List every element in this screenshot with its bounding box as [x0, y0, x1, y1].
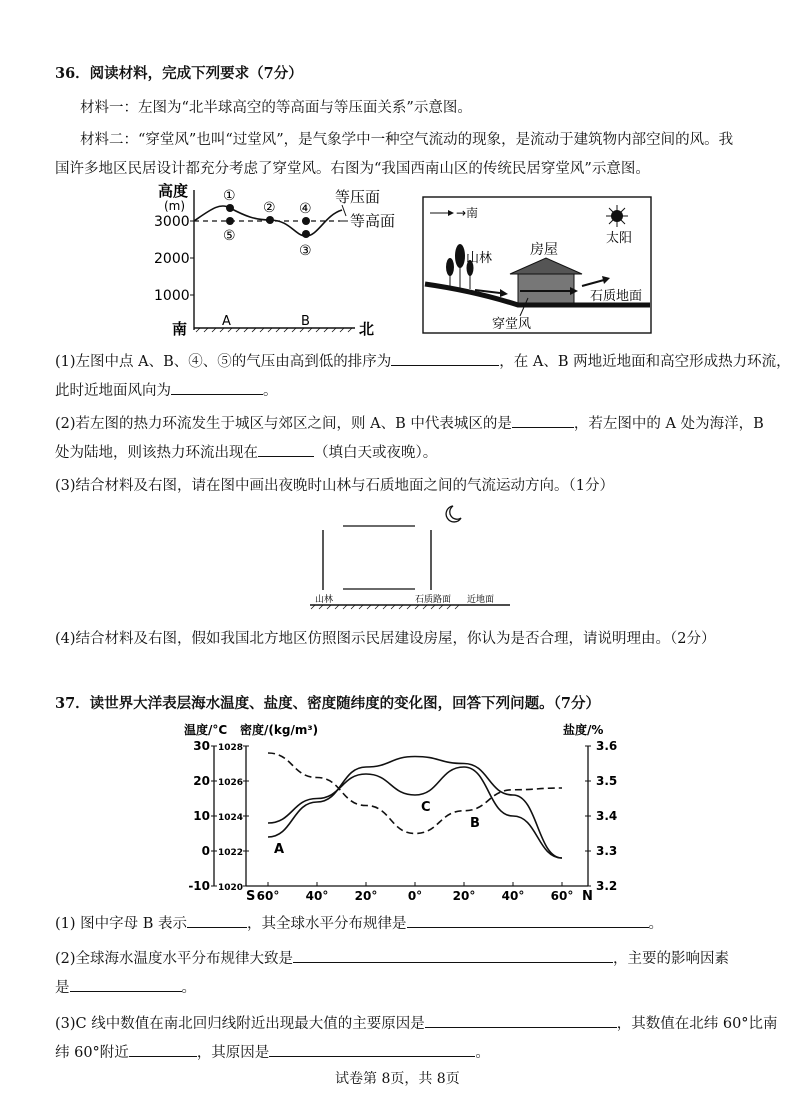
answer-blank[interactable] [129, 1044, 197, 1057]
answer-blank[interactable] [70, 979, 182, 992]
point-2: ② [263, 200, 276, 216]
y-tick-label: 3.3 [596, 844, 618, 858]
answer-blank[interactable] [187, 915, 247, 928]
night-airflow-figure [305, 498, 515, 622]
q37-title: 37．读世界大洋表层海水温度、盐度、密度随纬度的变化图，回答下列问题。（7分） [55, 695, 601, 712]
ytick-1000: 1000 [154, 288, 190, 304]
q37-1 [55, 912, 663, 933]
q36-2-line1 [55, 412, 764, 433]
ytick-2000: 2000 [154, 251, 190, 267]
x-tick-label: 0° [407, 889, 423, 903]
x-tick-label: 40° [501, 889, 525, 903]
y-tick-label: 0 [201, 844, 210, 858]
house-figure [420, 194, 655, 340]
series-label-C: C [421, 800, 431, 815]
small-road-label: 石质路面 [415, 595, 452, 605]
y-tick-label: -10 [188, 879, 210, 893]
answer-blank[interactable] [258, 444, 314, 457]
x-tick-label: 60° [550, 889, 574, 903]
wind-label: 穿堂风 [492, 317, 532, 332]
point-4: ④ [299, 201, 312, 217]
q36-1-line1 [55, 350, 791, 371]
isobar-figure [150, 180, 420, 344]
density-axis-label: 密度/(kg/m³) [240, 723, 319, 737]
q37-3-d: ，其原因是 [196, 1045, 270, 1061]
q36-2-d: （填白天或夜晚）。 [314, 445, 438, 461]
q37-1-a: (1) 图中字母 B 表示 [55, 916, 188, 932]
fig-ylabel: 高度 [158, 182, 189, 200]
q36-2-a: (2)若左图的热力环流发生于城区与郊区之间，则 A、B 中代表城区的是 [55, 416, 512, 432]
sun-label: 太阳 [606, 231, 633, 246]
ground-label: 石质地面 [590, 289, 643, 304]
y-tick-label: 3.4 [596, 809, 618, 823]
answer-blank[interactable] [425, 1015, 617, 1028]
y-tick-label: 10 [193, 809, 210, 823]
y-tick-label: 1022 [217, 848, 243, 858]
q36-material2-line2: 国许多地区民居设计都充分考虑了穿堂风。右图为“我国西南山区的传统民居穿堂风”示意图。 [55, 161, 650, 177]
y-tick-label: 30 [193, 739, 210, 753]
y-tick-label: 1026 [217, 778, 243, 788]
y-tick-label: 1024 [217, 813, 243, 823]
q36-1-a: (1)左图中点 A、B、④、⑤的气压由高到低的排序为 [55, 354, 392, 370]
isoheight-label: 等高面 [350, 212, 396, 230]
label-A: A [222, 314, 231, 329]
y-tick-label: 3.2 [596, 879, 618, 893]
x-tick-label: 20° [354, 889, 378, 903]
q36-1-b: ，在 A、B 两地近地面和高空形成热力环流， [499, 354, 791, 370]
q37-2-a: (2)全球海水温度水平分布规律大致是 [55, 951, 294, 967]
small-near-ground-label: 近地面 [467, 595, 495, 605]
x-tick-label: 20° [452, 889, 476, 903]
answer-blank[interactable] [391, 353, 499, 366]
q37-1-b: ，其全球水平分布规律是 [247, 916, 407, 932]
q37-2-d: 。 [181, 980, 196, 996]
fig-yunit: (m) [164, 199, 186, 213]
x-tick-label: 40° [305, 889, 329, 903]
x-tick-label: 60° [256, 889, 280, 903]
q36-material1: 材料一：左图为“北半球高空的等高面与等压面关系”示意图。 [80, 100, 472, 116]
temp-axis-label: 温度/°C [184, 723, 228, 737]
q36-1-d: 。 [263, 383, 278, 399]
house-label: 房屋 [530, 242, 558, 258]
q37-3-b: ，其数值在北纬 60°比南 [616, 1016, 778, 1032]
q37-3-c: 纬 60°附近 [55, 1045, 129, 1061]
q36-1-c: 此时近地面风向为 [55, 383, 171, 399]
q37-3-a: (3)C 线中数值在南北回归线附近出现最大值的主要原因是 [55, 1016, 425, 1032]
answer-blank[interactable] [171, 382, 263, 395]
page-footer: 试卷第 8页，共 8页 [335, 1071, 460, 1087]
series-label-A: A [274, 842, 285, 857]
answer-blank[interactable] [407, 915, 649, 928]
series-label-B: B [470, 815, 480, 831]
y-tick-label: 3.6 [596, 739, 618, 753]
series-line-B [268, 753, 562, 834]
q36-2-c: 处为陆地，则该热力环流出现在 [55, 445, 258, 461]
q37-2-line2 [55, 976, 196, 997]
y-tick-label: 1028 [217, 743, 243, 753]
point-3: ③ [299, 243, 312, 259]
q37-3-e: 。 [475, 1045, 490, 1061]
forest-label: 山林 [466, 251, 493, 266]
y-tick-label: 20 [193, 774, 210, 788]
isobar-label: 等压面 [335, 188, 381, 206]
north-label: 北 [359, 320, 375, 338]
q36-title: 36．阅读材料，完成下列要求（7分） [55, 65, 303, 82]
series-line-C [268, 767, 562, 858]
point-5: ⑤ [223, 228, 236, 244]
q37-2-b: ，主要的影响因素 [613, 951, 730, 967]
series-line-A [268, 757, 562, 859]
q36-1-line2 [55, 379, 278, 400]
q36-3: (3)结合材料及右图，请在图中画出夜晚时山林与石质地面之间的气流运动方向。（1分） [55, 478, 615, 494]
q37-2-line1 [55, 947, 729, 968]
answer-blank[interactable] [293, 950, 613, 963]
answer-blank[interactable] [269, 1044, 475, 1057]
small-forest-label: 山林 [315, 595, 334, 605]
south-label: 南 [172, 320, 188, 338]
point-1: ① [223, 188, 236, 204]
label-B: B [301, 314, 310, 329]
q36-2-line2 [55, 441, 437, 462]
salinity-axis-label: 盐度/% [563, 723, 604, 737]
q37-3-line2 [55, 1041, 490, 1062]
south-arrow-label: →南 [456, 206, 479, 220]
q36-2-b: ，若左图中的 A 处为海洋，B [573, 416, 764, 432]
q36-material2-line1: 材料二：“穿堂风”也叫“过堂风”，是气象学中一种空气流动的现象，是流动于建筑物内部空间的风。我 [80, 132, 734, 148]
x-label-north: N [582, 889, 593, 904]
answer-blank[interactable] [512, 415, 574, 428]
ocean-chart [170, 718, 630, 912]
q36-4: (4)结合材料及右图，假如我国北方地区仿照图示民居建设房屋，你认为是否合理，请说明理由。（2分） [55, 631, 716, 647]
y-tick-label: 1020 [217, 883, 243, 893]
x-label-south: S [246, 889, 256, 904]
ytick-3000: 3000 [154, 214, 190, 230]
y-tick-label: 3.5 [596, 774, 618, 788]
q37-3-line1 [55, 1012, 778, 1033]
q37-2-c: 是 [55, 980, 70, 996]
q37-1-c: 。 [648, 916, 664, 932]
